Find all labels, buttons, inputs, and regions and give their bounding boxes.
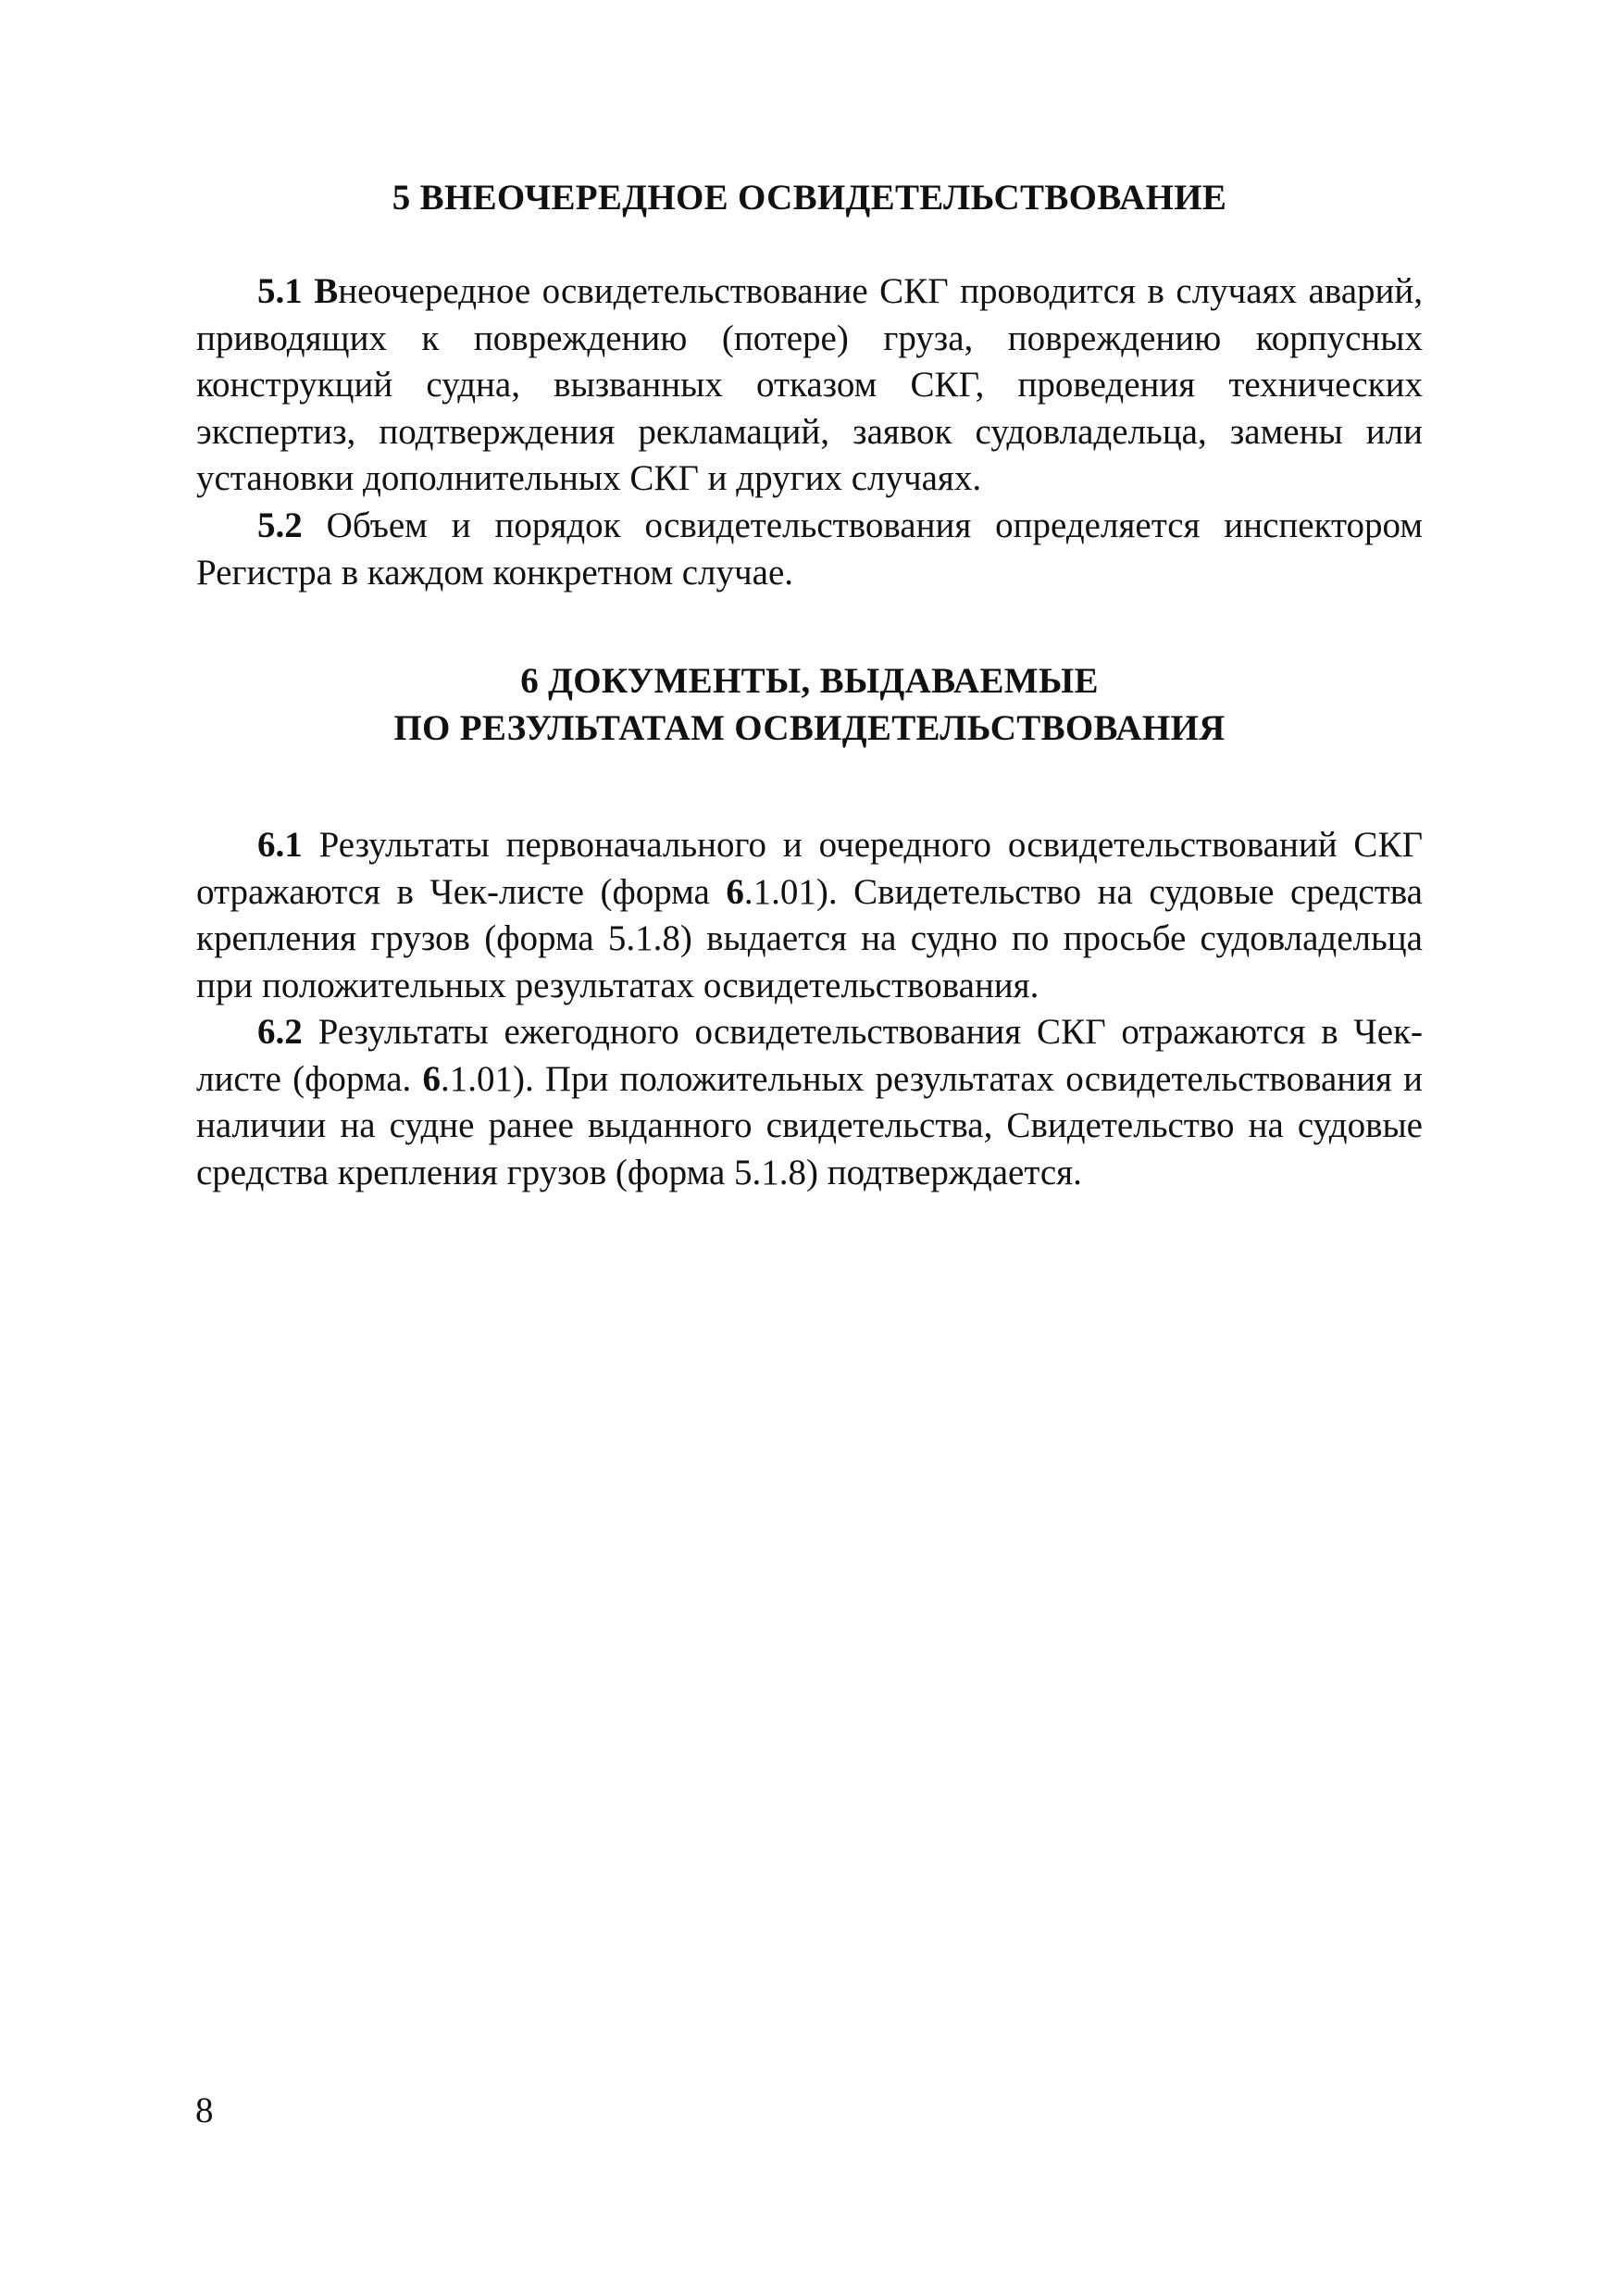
section-6-heading-line-2: ПО РЕЗУЛЬТАТАМ ОСВИДЕТЕЛЬСТВОВАНИЯ bbox=[393, 708, 1226, 748]
section-6-heading bbox=[196, 657, 1423, 752]
paragraph-5-1 bbox=[196, 268, 1423, 503]
paragraph-5-2-number: 5.2 bbox=[257, 505, 303, 545]
paragraph-6-2 bbox=[196, 1009, 1423, 1196]
paragraph-5-1-lead-letter: В bbox=[314, 271, 339, 311]
paragraph-6-2-form-ref-bold: 6 bbox=[422, 1058, 441, 1099]
paragraph-5-2 bbox=[196, 503, 1423, 596]
section-6-heading-line-1: 6 ДОКУМЕНТЫ, ВЫДАВАЕМЫЕ bbox=[520, 661, 1099, 701]
paragraph-5-2-text: Объем и порядок освидетельствования определяется инспектором Регистра в каждом конкретном случае. bbox=[196, 505, 1423, 593]
paragraph-6-1-text-b: .1.01). Свидетельство на судовые средства крепления грузов (форма 5.1.8) выдается на судно по просьбе судовладельца при положительных результатах освидетельствования. bbox=[196, 871, 1423, 1005]
section-5-heading bbox=[196, 174, 1423, 221]
paragraph-5-1-text: неочередное освидетельствование СКГ проводится в случаях аварий, приводящих к повреждению (потере) груза, повреждению корпусных конструкций судна, вызванных отказом СКГ, проведения технических экспертиз, подтверждения рекламаций, заявок судовладельца, замены или установки дополнительных СКГ и других случаях. bbox=[196, 271, 1423, 498]
paragraph-6-1-number: 6.1 bbox=[257, 825, 303, 865]
paragraph-6-1 bbox=[196, 822, 1423, 1009]
page-number: 8 bbox=[195, 2090, 214, 2130]
paragraph-6-1-form-ref-bold: 6 bbox=[726, 871, 744, 912]
paragraph-6-2-text-b: .1.01). При положительных результатах освидетельствования и наличии на судне ранее выданного свидетельства, Свидетельство на судовые средства крепления грузов (форма 5.1.8) подтверждается. bbox=[196, 1058, 1423, 1192]
paragraph-6-2-text-a: Результаты ежегодного освидетельствования СКГ отражаются в Чек-листе (форма. bbox=[196, 1012, 1424, 1099]
paragraph-6-2-number: 6.2 bbox=[257, 1012, 303, 1052]
section-5-heading-text: 5 ВНЕОЧЕРЕДНОЕ ОСВИДЕТЕЛЬСТВОВАНИЕ bbox=[392, 178, 1227, 218]
paragraph-6-1-text-a: Результаты первоначального и очередного освидетельствований СКГ отражаются в Чек-листе (форма bbox=[196, 825, 1423, 912]
paragraph-5-1-number: 5.1 bbox=[257, 271, 303, 311]
